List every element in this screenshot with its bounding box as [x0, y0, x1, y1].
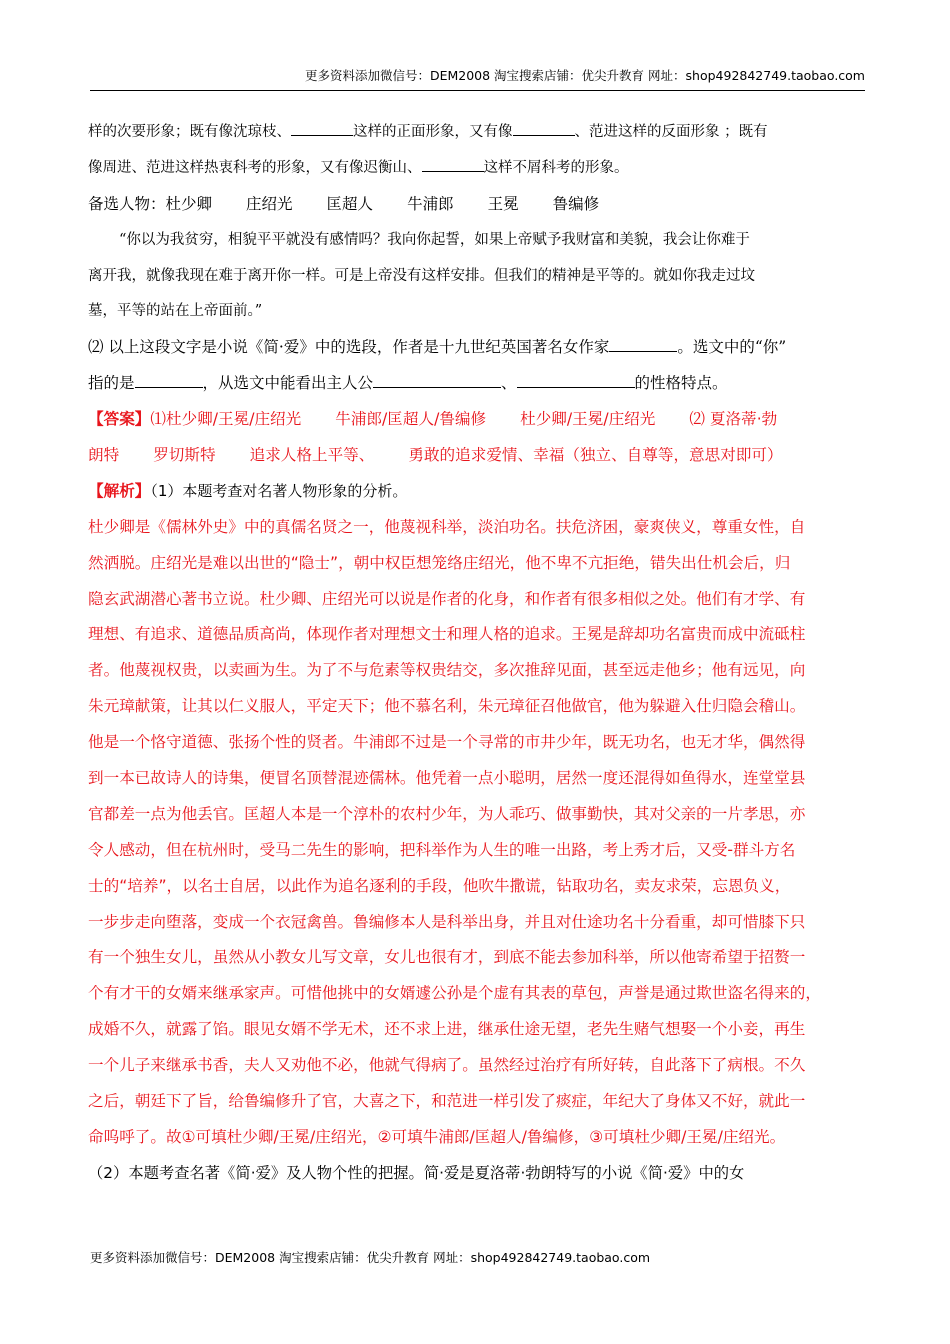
question1-line2 [88, 151, 860, 187]
analysis-line: 命呜呼了。故①可填杜少卿/王冕/庄绍光，②可填牛浦郎/匡超人/鲁编修，③可填杜少卿/王冕/庄绍光。 [88, 1127, 786, 1146]
answer-blank [422, 156, 484, 172]
text: 。选文中的“你” [677, 338, 787, 357]
answer-blank [135, 371, 203, 388]
text: 样的次要形象；既有像沈琼枝、 [88, 124, 291, 140]
answer-item: 勇敢的追求爱情、幸福（独立、自尊等，意思对即可） [408, 446, 783, 465]
question1-line1 [88, 115, 860, 151]
candidate: 庄绍光 [246, 194, 293, 213]
answer-line1 [88, 402, 860, 438]
analysis-line: 者。他蔑视权贵，以卖画为生。为了不与危素等权贵结交，多次推辞见面，甚至远走他乡；他有远见，向 [88, 661, 806, 680]
candidates-line [88, 187, 860, 223]
passage-line: 墓，平等的站在上帝面前。” [88, 303, 263, 320]
passage-line: “你以为我贫穷，相貌平平就没有感情吗？我向你起誓，如果上帝赋予我财富和美貌，我会让你难于 [119, 231, 750, 248]
analysis-line: 一步步走向堕落，变成一个衣冠禽兽。鲁编修本人是科举出身，并且对仕途功名十分看重，却可惜膝下只 [88, 912, 806, 931]
candidate: 匡超人 [326, 194, 374, 213]
answer-item: 追求人格上平等、 [249, 446, 375, 465]
text: 这样不屑科考的形象。 [483, 159, 629, 176]
text: 、范进这样的反面形象 ；既有 [574, 124, 768, 140]
answer-item: 罗切斯特 [153, 446, 216, 465]
analysis-line: 令人感动，但在杭州时，受马二先生的影响，把科举作为人生的唯一出路，考上秀才后，又受-群斗方名 [88, 840, 796, 859]
analysis-label: 【解析】 [88, 481, 151, 500]
page-header: 更多资料添加微信号：DEM2008 淘宝搜索店铺：优尖升教育 网址：shop492842749.taobao.com [90, 66, 865, 91]
answer-item: 杜少卿/王冕/庄绍光 [520, 410, 656, 429]
analysis-line: 到一本已故诗人的诗集，便冒名顶替混迹儒林。他凭着一点小聪明，居然一度还混得如鱼得水，连堂堂县 [88, 769, 806, 788]
text: ⑵ 以上这段文字是小说《简·爱》中的选段，作者是十九世纪英国著名女作家 [88, 338, 610, 357]
text: 、 [501, 374, 517, 393]
question2-line2 [88, 366, 860, 402]
analysis-line: 杜少卿是《儒林外史》中的真儒名贤之一，他蔑视科举，淡泊功名。扶危济困，豪爽侠义，尊重女性，自 [88, 517, 806, 536]
answer-blank [609, 335, 677, 352]
analysis-line: 士的“培养”，以名士自居，以此作为追名逐利的手段，他吹牛撒谎，钻取功名，卖友求荣，忘恩负义， [88, 876, 791, 895]
candidate: 王冕 [487, 194, 519, 213]
answer-blank [291, 120, 353, 136]
answer-line2 [88, 438, 860, 474]
text: 指的是 [88, 374, 135, 393]
text: 的性格特点。 [634, 374, 728, 393]
answer-label: 【答案】 [88, 410, 151, 429]
candidate: 牛浦郎 [407, 194, 454, 213]
text: 这样的正面形象，又有像 [353, 124, 513, 140]
answer-blank [373, 371, 491, 388]
text: ，从选文中能看出主人公 [202, 374, 374, 393]
document-body [88, 115, 860, 1192]
analysis-line: 朱元璋献策，让其以仁义服人，平定天下；他不慕名利，朱元璋征召他做官，他为躲避入仕归隐会稽山。 [88, 697, 806, 716]
analysis-intro: （1）本题考查对名著人物形象的分析。 [150, 481, 408, 500]
answer-blank [517, 371, 635, 388]
analysis-line: 然洒脱。庄绍光是难以出世的“隐士”，朝中权臣想笼络庄绍光，他不卑不亢拒绝，错失出仕机会后，归 [88, 553, 791, 572]
analysis-line: 他是一个恪守道德、张扬个性的贤者。牛浦郎不过是一个寻常的市井少年，既无功名，也无才华，偶然得 [88, 733, 806, 752]
analysis-line: 官都差一点为他丢官。匡超人本是一个淳朴的农村少年，为人乖巧、做事勤快，其对父亲的一片孝思，亦 [88, 804, 806, 823]
page-footer: 更多资料添加微信号：DEM2008 淘宝搜索店铺：优尖升教育 网址：shop492842749.taobao.com [90, 1250, 651, 1265]
candidate: 鲁编修 [552, 194, 600, 213]
passage-line: 离开我，就像我现在难于离开你一样。可是上帝没有这样安排。但我们的精神是平等的。就如你我走过坟 [88, 267, 755, 284]
analysis-part2: （2）本题考查名著《简·爱》及人物个性的把握。简·爱是夏洛蒂·勃朗特写的小说《简·爱》中的女 [88, 1163, 745, 1182]
question2-line1 [88, 330, 860, 366]
answer-item: 朗特 [88, 446, 120, 465]
candidates-label: 备选人物： [88, 194, 166, 213]
analysis-line: 隐玄武湖潜心著书立说。杜少卿、庄绍光可以说是作者的化身，和作者有很多相似之处。他们有才学、有 [88, 589, 806, 608]
analysis-line: 之后，朝廷下了旨，给鲁编修升了官，大喜之下，和范进一样引发了痰症，年纪大了身体又不好，就此一 [88, 1092, 806, 1111]
answer-item: ⑴杜少卿/王冕/庄绍光 [150, 410, 302, 429]
analysis-header [88, 474, 860, 510]
analysis-line: 个有才干的女婿来继承家声。可惜他挑中的女婿遽公孙是个虚有其表的草包，声誉是通过欺世盗名得来的， [88, 984, 821, 1003]
analysis-line: 有一个独生女儿，虽然从小教女儿写文章，女儿也很有才，到底不能去参加科举，所以他寄希望于招赘一 [88, 948, 806, 967]
answer-item: 牛浦郎/匡超人/鲁编修 [335, 410, 487, 429]
answer-blank [513, 120, 575, 136]
answer-item: ⑵ 夏洛蒂·勃 [689, 410, 778, 429]
analysis-line: 成婚不久，就露了馅。眼见女婿不学无术，还不求上进，继承仕途无望，老先生赌气想娶一个小妾，再生 [88, 1020, 806, 1039]
analysis-line: 一个儿子来继承书香，夫人又劝他不必，他就气得病了。虽然经过治疗有所好转，自此落下了病根。不久 [88, 1056, 806, 1075]
text: 像周进、范进这样热衷科考的形象，又有像迟衡山、 [88, 159, 422, 176]
candidate: 杜少卿 [165, 194, 213, 213]
analysis-line: 理想、有追求、道德品质高尚，体现作者对理想文士和理人格的追求。王冕是辞却功名富贵而成中流砥柱 [88, 625, 806, 644]
answer-blank [491, 371, 501, 388]
